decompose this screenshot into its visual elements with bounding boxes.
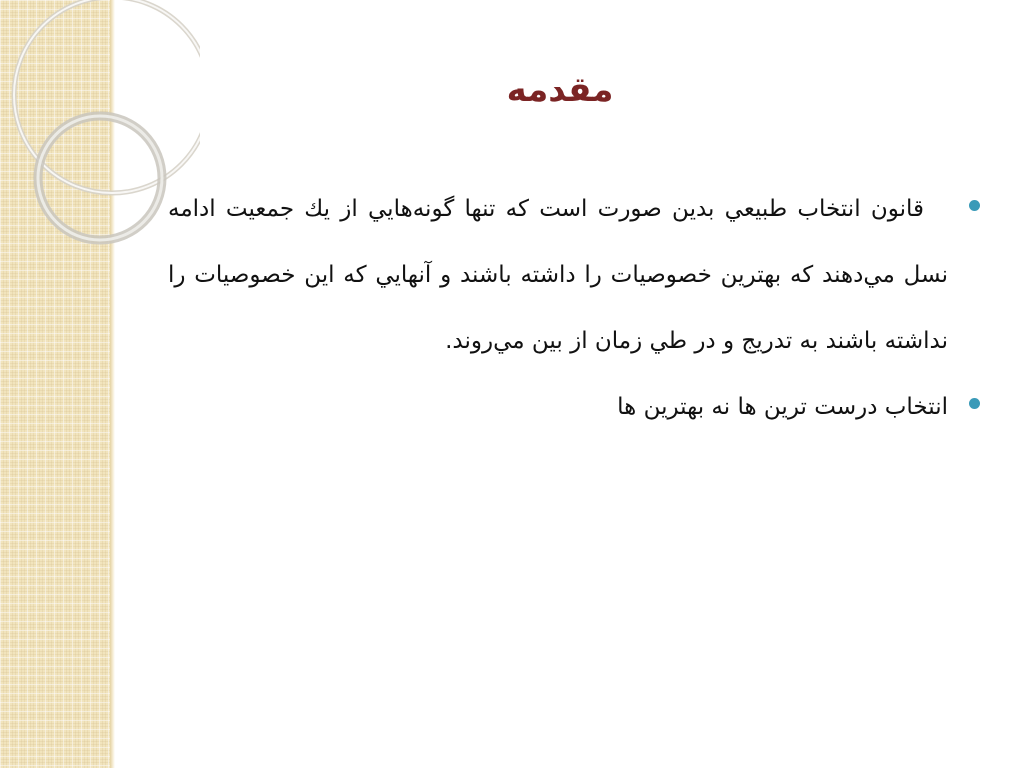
bullet-dot-icon <box>969 200 980 211</box>
bullet-item <box>168 374 980 440</box>
bullet-dot-icon <box>969 398 980 409</box>
bullet-item <box>168 176 980 374</box>
bullet-list <box>168 176 980 440</box>
bullet-text: قانون انتخاب طبیعي بدین صورت است که تنها گونه‌هايي از يك جمعيت ادامه نسل مي‌دهند که بهترین خصوصيات را داشته باشند و آنهايي که اين خصوصيات را نداشته باشند به تدريج و در طي زمان از بين مي‌روند. <box>168 196 948 354</box>
bullet-text: انتخاب درست ترین ها نه بهترین ها <box>617 394 948 420</box>
slide-title: مقدمه <box>506 70 614 110</box>
